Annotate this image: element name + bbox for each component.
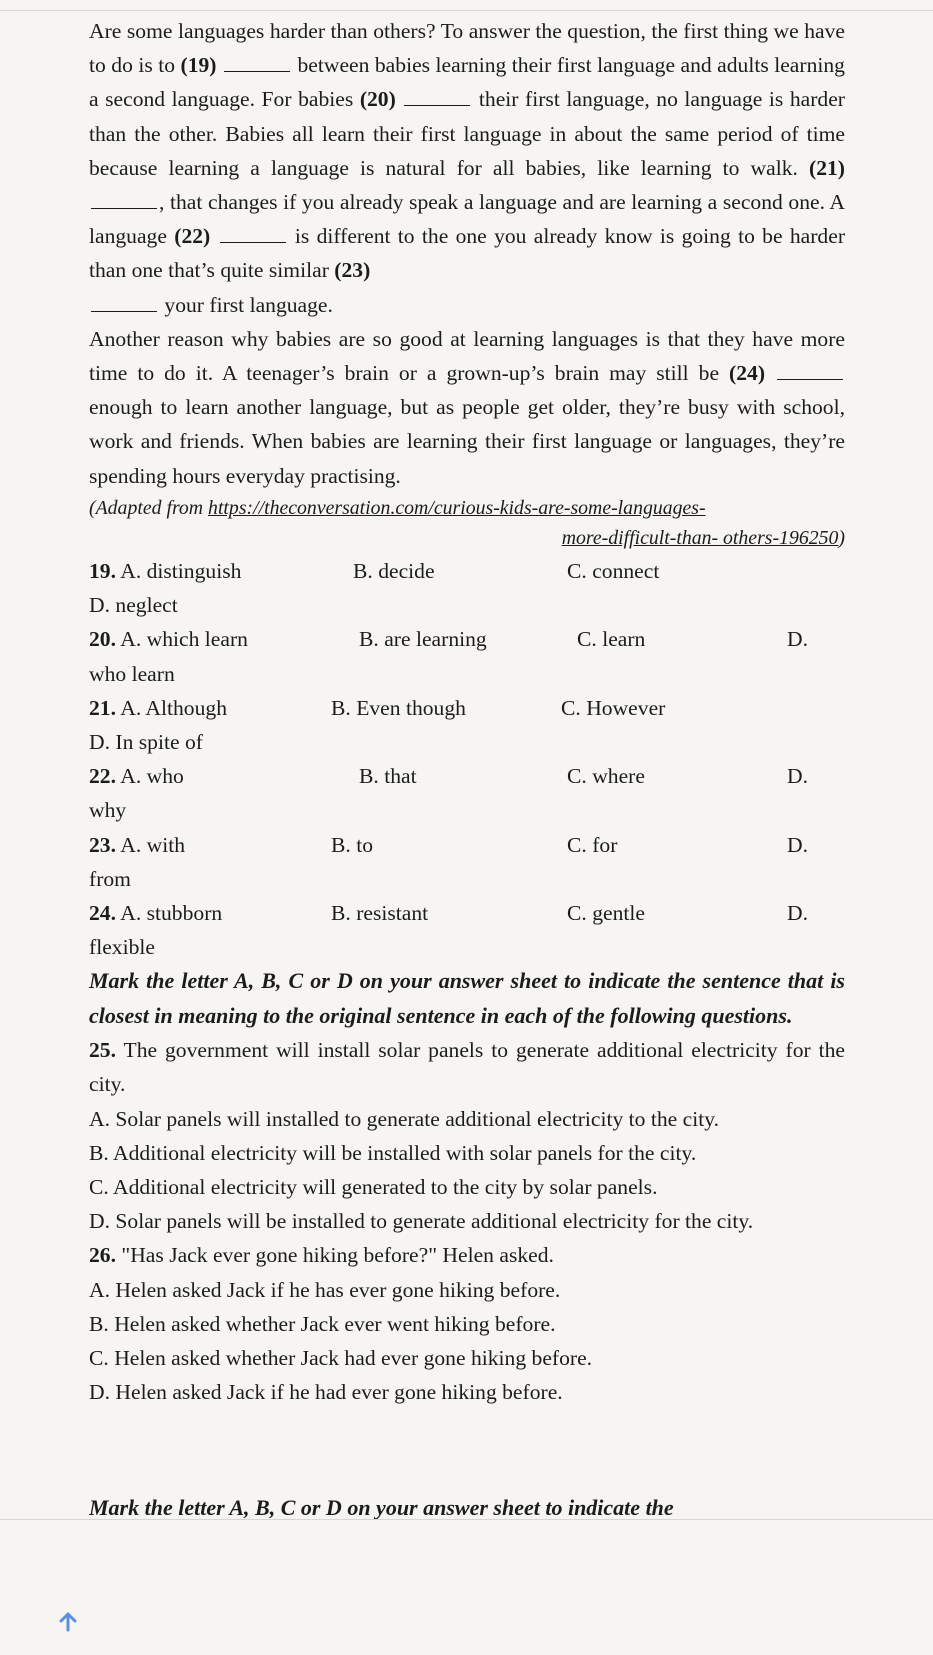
question-24 [89,896,845,964]
worksheet-page [89,14,845,1409]
question-number: 19. [89,559,116,584]
option-d: D. Helen asked Jack if he had ever gone hiking before. [89,1380,563,1405]
option-b: B. Helen asked whether Jack ever went hiking before. [89,1311,556,1336]
option-a: A. Although [120,695,227,720]
question-number: 21. [89,695,116,720]
source-link[interactable]: https://theconversation.com/curious-kids-are-some-languages- [208,496,706,519]
option-d: D. neglect [89,593,178,618]
option-a: A. stubborn [120,900,223,925]
gap-number: (19) [180,53,217,78]
answer-blank [91,193,157,209]
question-23 [89,828,845,896]
gap-number: (24) [729,361,766,386]
gap-fill-options [89,554,845,964]
passage-text: your first language. [164,292,333,317]
option-c: C. for [567,832,618,857]
section-instruction: Mark the letter A, B, C or D on your answer sheet to indicate the sentence that is closest in meaning to the original sentence in each of the following questions. [89,968,845,1028]
next-instruction-cut [89,1499,845,1519]
option-b: B. that [359,764,417,789]
question-25 [89,1033,845,1101]
gap-number: (23) [334,258,371,283]
option-c: C. gentle [567,900,645,925]
option-d: D. [787,900,808,925]
question-number: 25. [89,1038,116,1063]
question-20 [89,622,845,690]
option-c: C. Additional electricity will generated to the city by solar panels. [89,1175,658,1199]
option-b: B. resistant [331,900,429,925]
question-26 [89,1238,845,1272]
source-link[interactable]: more-difficult-than- others-196250 [561,527,839,550]
option-d: D. [787,764,808,789]
option-a: A. Solar panels will installed to generate additional electricity to the city. [89,1106,720,1131]
option-a: A. Helen asked Jack if he has ever gone hiking before. [89,1277,561,1302]
passage-text: enough to learn another language, but as people get older, they’re busy with school, work and friends. When babies are learning their first language or languages, they’re spending hours everyday practising. [89,395,845,488]
option-c: C. Helen asked whether Jack had ever gone hiking before. [89,1346,593,1371]
question-21 [89,691,845,759]
answer-blank [224,56,290,72]
bottom-bar [0,1519,933,1655]
next-instruction: Mark the letter A, B, C or D on your answer sheet to indicate the [89,1499,674,1519]
option-b: B. Additional electricity will be installed with solar panels for the city. [89,1140,697,1165]
option-d: D. [787,832,808,857]
option-a: A. which learn [120,627,248,652]
option-d-text: who learn [89,661,175,686]
gap-number: (20) [359,87,396,112]
passage-text: , that changes if you already speak a language and are learning a second one. A language [89,190,845,249]
option-b: B. are learning [359,627,487,652]
answer-blank [777,364,843,380]
option-a: A. who [120,764,184,789]
answer-blank [91,296,157,312]
option-c: C. learn [577,627,646,652]
option-a: A. with [120,832,185,857]
source-citation: (Adapted from https://theconversation.com/curious-kids-are-some-languages- more-difficult-than- others-196250) [89,496,845,550]
passage-paragraph-2 [89,322,845,493]
question-stem: "Has Jack ever gone hiking before?" Helen asked. [116,1243,554,1268]
question-number: 23. [89,832,116,857]
option-c: C. where [567,764,645,789]
gap-number: (22) [174,224,211,249]
question-number: 20. [89,627,116,652]
passage-text: their first language, no language is harder than the other. Babies all learn their first language in about the same period of time because learning a language is natural for all babies, like learning to walk. [89,87,846,180]
passage-text: Another reason why babies are so good at learning languages is that they have more time to do it. A teenager’s brain or a grown-up’s brain may still be [89,326,845,386]
arrow-up-icon[interactable] [58,1612,78,1632]
question-stem: The government will install solar panels to generate additional electricity for the city. [89,1038,845,1097]
passage-text: Are some languages harder than others? To answer the question, the first thing we have to do is to [89,19,845,78]
question-number: 22. [89,764,116,789]
question-number: 26. [89,1243,116,1268]
option-b: B. decide [353,559,435,584]
gap-number: (21) [809,155,845,180]
option-d-text: from [89,866,131,891]
passage-paragraph-1 [89,14,845,322]
option-a: A. distinguish [120,559,242,584]
passage-text: between babies learning their first language and adults learning a second language. For babies [89,53,845,112]
question-number: 24. [89,900,116,925]
option-c: C. However [561,695,666,720]
top-divider [0,10,933,11]
answer-blank [220,227,286,243]
option-c: C. connect [567,559,660,584]
answer-blank [404,90,470,106]
question-22 [89,759,845,827]
passage-text: is different to the one you already know is going to be harder than one that’s quite similar [89,224,846,283]
option-d: D. [787,627,808,652]
arrow-up-icon-svg [58,1612,78,1632]
question-19 [89,554,845,622]
option-d: D. Solar panels will be installed to generate additional electricity for the city. [89,1209,754,1234]
option-b: B. Even though [331,695,466,720]
option-d-text: why [89,798,127,823]
option-b: B. to [331,832,373,857]
option-d: D. In spite of [89,730,203,754]
option-d-text: flexible [89,935,155,960]
